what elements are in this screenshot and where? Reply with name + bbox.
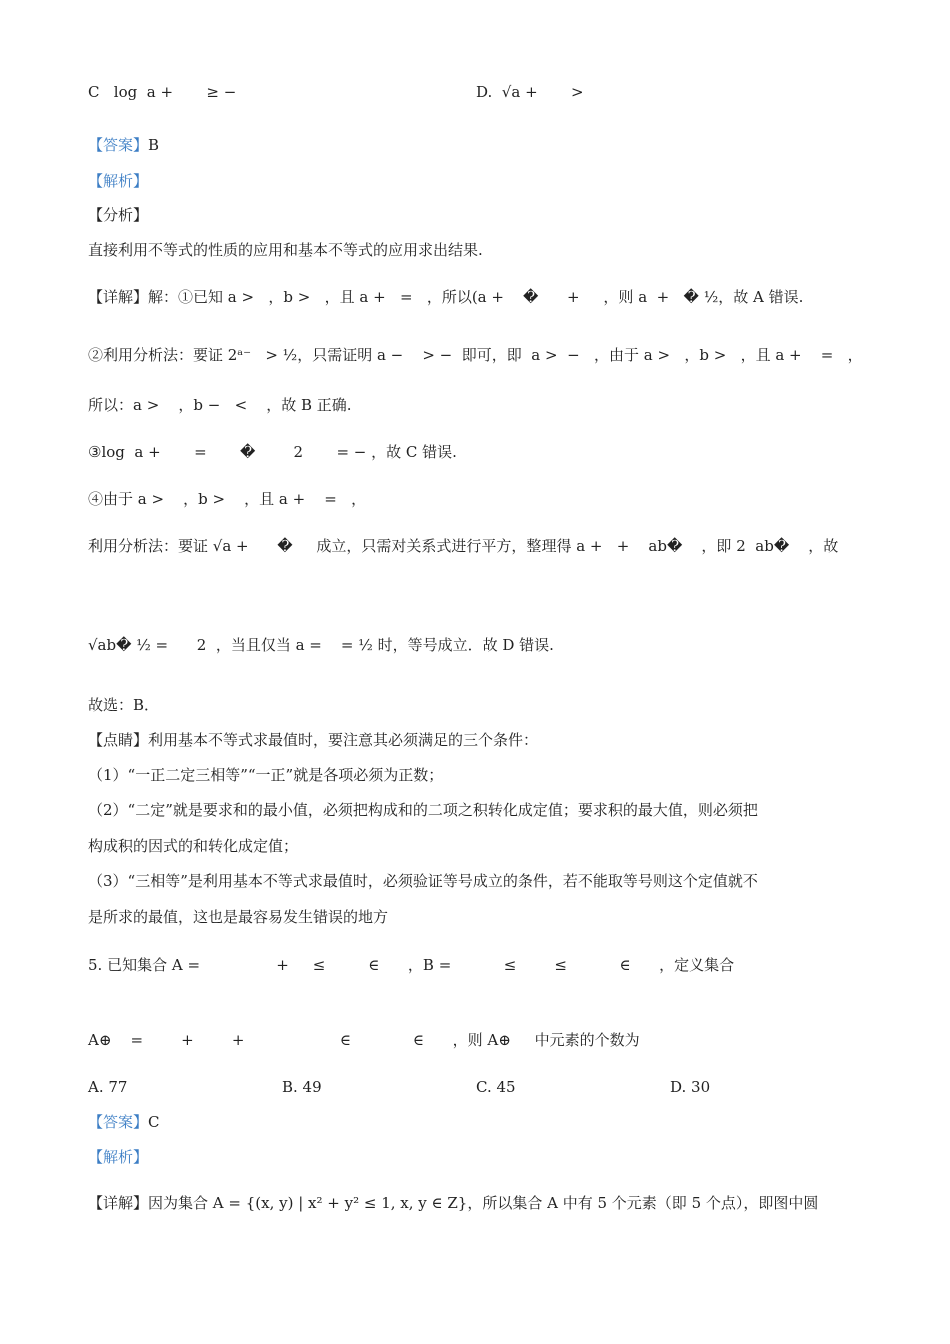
dianjing-line — [88, 730, 538, 750]
dianjing-line: 是所求的最值，这也是最容易发生错误的地方 — [88, 908, 389, 926]
dianjing-line: 构成积的因式的和转化成定值； — [88, 837, 299, 855]
answer-label: 【答案】 — [88, 136, 149, 154]
detail-line: 所以：a > ，b − < ，故 B 正确. — [88, 396, 352, 414]
option-d: D. 30 — [670, 1078, 711, 1096]
option-c: C. 45 — [476, 1078, 516, 1096]
option-d-prev: D. √a + > — [476, 83, 584, 101]
detail-label: 【详解】 — [88, 1194, 149, 1212]
detail-text: 解：①已知 a > ，b > ，且 a + = ，所以(a + � + ，则 a + � ½，故 A 错误. — [148, 288, 804, 306]
conclusion-line: 故选：B． — [88, 696, 160, 714]
answer-line-1 — [88, 135, 159, 155]
detail-text: 因为集合 A = {(x, y) | x² + y² ≤ 1, x, y ∈ Z}，所以集合 A 中有 5 个元素（即 5 个点），即图中圆 — [148, 1194, 819, 1212]
answer-label: 【答案】 — [88, 1113, 149, 1131]
dianjing-label: 【点睛】 — [88, 731, 149, 749]
fenxi-label: 【分析】 — [88, 206, 149, 224]
detail-line — [88, 287, 803, 307]
detail-line: √ab� ½ = 2 ，当且仅当 a = = ½ 时，等号成立．故 D 错误. — [88, 636, 554, 654]
analysis-label: 【解析】 — [88, 1148, 149, 1166]
answer-value: C — [148, 1113, 160, 1131]
detail-line: ④由于 a > ，b > ，且 a + = ， — [88, 490, 367, 508]
dianjing-line: （3）“三相等”是利用基本不等式求最值时，必须验证等号成立的条件，若不能取等号则这个定值就不 — [88, 872, 758, 890]
dianjing-line: （2）“二定”就是要求和的最小值，必须把构成和的二项之积转化成定值；要求积的最大值，则必须把 — [88, 801, 758, 819]
detail-line: 利用分析法：要证 √a + � 成立，只需对关系式进行平方，整理得 a + + ab� ，即 2 ab� ，故 — [88, 537, 839, 555]
detail-line: ②利用分析法：要证 2ᵃ⁻ > ½，只需证明 a − > − 即可，即 a > − ，由于 a > ，b > ，且 a + = ， — [88, 346, 863, 364]
question-5-stem: A⊕ = + + ∈ ∈ ，则 A⊕ 中元素的个数为 — [88, 1031, 640, 1049]
option-b: B. 49 — [282, 1078, 322, 1096]
detail-line — [88, 1193, 818, 1213]
dianjing-text: 利用基本不等式求最值时，要注意其必须满足的三个条件： — [148, 731, 539, 749]
option-a: A. 77 — [88, 1078, 128, 1096]
option-c-prev: C log a + ≥ − — [88, 83, 237, 101]
answer-line-2 — [88, 1112, 160, 1132]
question-5-stem: 5. 已知集合 A = + ≤ ∈ ，B = ≤ ≤ ∈ ，定义集合 — [88, 956, 735, 974]
dianjing-line: （1）“一正二定三相等”“一正”就是各项必须为正数； — [88, 766, 444, 784]
detail-line: ③log a + = � 2 = − ，故 C 错误. — [88, 443, 457, 461]
fenxi-text: 直接利用不等式的性质的应用和基本不等式的应用求出结果. — [88, 241, 483, 259]
answer-value: B — [148, 136, 160, 154]
detail-label: 【详解】 — [88, 288, 149, 306]
analysis-label: 【解析】 — [88, 172, 149, 190]
